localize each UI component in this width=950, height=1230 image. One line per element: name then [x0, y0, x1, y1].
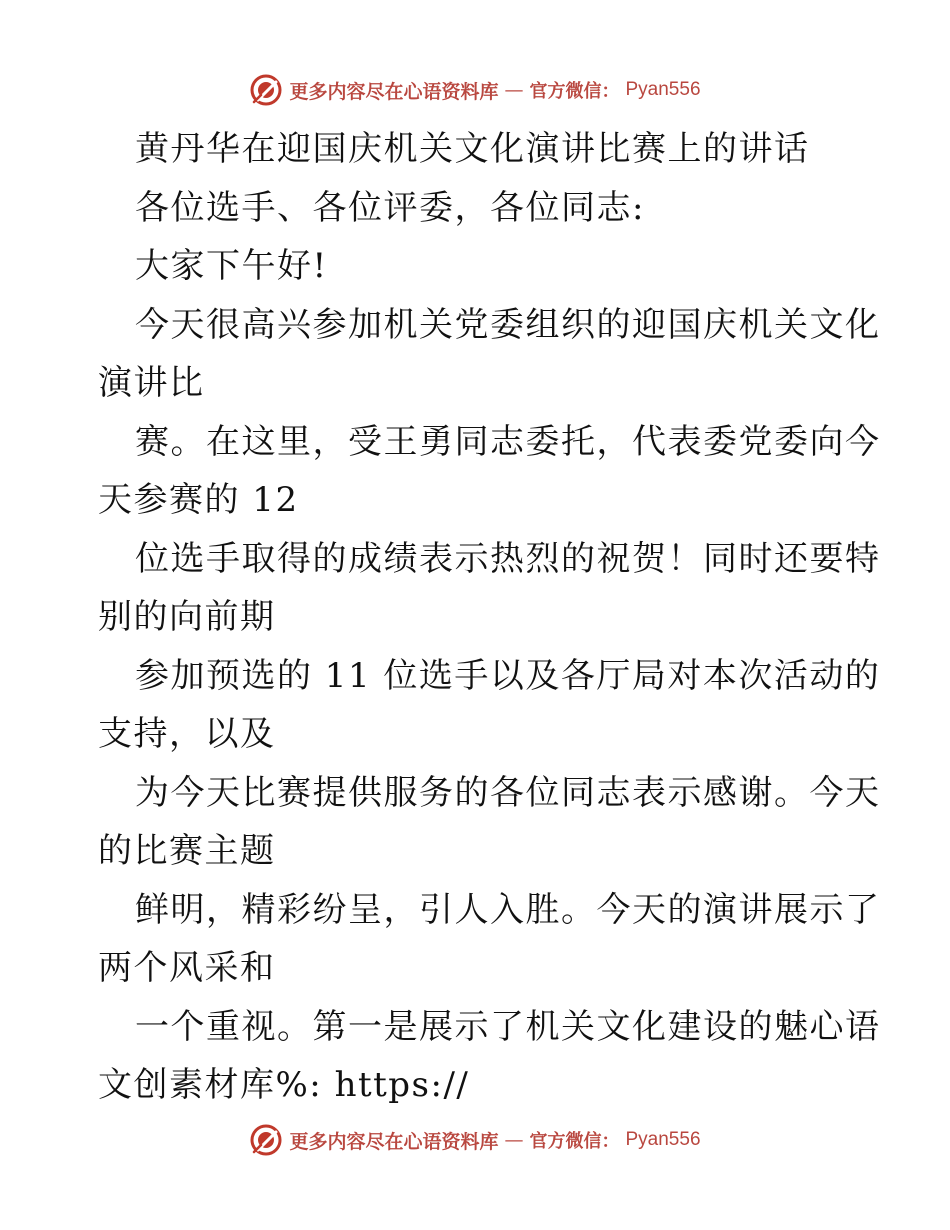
paragraph-line: 为今天比赛提供服务的各位同志表示感谢。今天	[135, 772, 881, 813]
paragraph-line: 文创素材库%: https://	[98, 1065, 470, 1105]
paragraph-line: 天参赛的 12	[98, 480, 299, 520]
watermark-brand-text: 更多内容尽在心语资料库	[289, 80, 499, 103]
paragraph-line: 鲜明，精彩纷呈，引人入胜。今天的演讲展示了	[135, 889, 881, 930]
watermark-dash: —	[504, 1129, 524, 1151]
salutation: 各位选手、各位评委，各位同志:	[135, 187, 645, 228]
header-watermark	[0, 70, 950, 110]
paragraph-line: 参加预选的 11 位选手以及各厅局对本次活动的	[135, 655, 881, 696]
watermark-label: 官方微信：	[529, 81, 620, 102]
paragraph-line: 别的向前期	[98, 597, 276, 637]
paragraph-line: 演讲比	[98, 363, 205, 403]
watermark-brand-text: 更多内容尽在心语资料库	[289, 1130, 499, 1153]
watermark-dash: —	[504, 79, 524, 101]
watermark-label: 官方微信：	[529, 1131, 620, 1152]
watermark-logo-icon	[249, 73, 283, 107]
watermark-wechat-id: Pyan556	[625, 79, 701, 100]
watermark-logo-icon	[249, 1123, 283, 1157]
paragraph-line: 的比赛主题	[98, 831, 276, 871]
paragraph-line: 位选手取得的成绩表示热烈的祝贺！同时还要特	[135, 538, 881, 579]
paragraph-line: 赛。在这里，受王勇同志委托，代表委党委向今	[135, 421, 881, 462]
paragraph-line: 今天很高兴参加机关党委组织的迎国庆机关文化	[135, 304, 881, 345]
document-title: 黄丹华在迎国庆机关文化演讲比赛上的讲话	[135, 129, 810, 169]
document-body	[98, 120, 881, 1115]
greeting: 大家下午好!	[135, 246, 328, 286]
paragraph-line: 两个风采和	[98, 948, 276, 988]
paragraph-line: 一个重视。第一是展示了机关文化建设的魅心语	[135, 1006, 881, 1047]
paragraph-line: 支持，以及	[98, 714, 276, 754]
footer-watermark	[0, 1120, 950, 1160]
watermark-wechat-id: Pyan556	[625, 1129, 701, 1150]
